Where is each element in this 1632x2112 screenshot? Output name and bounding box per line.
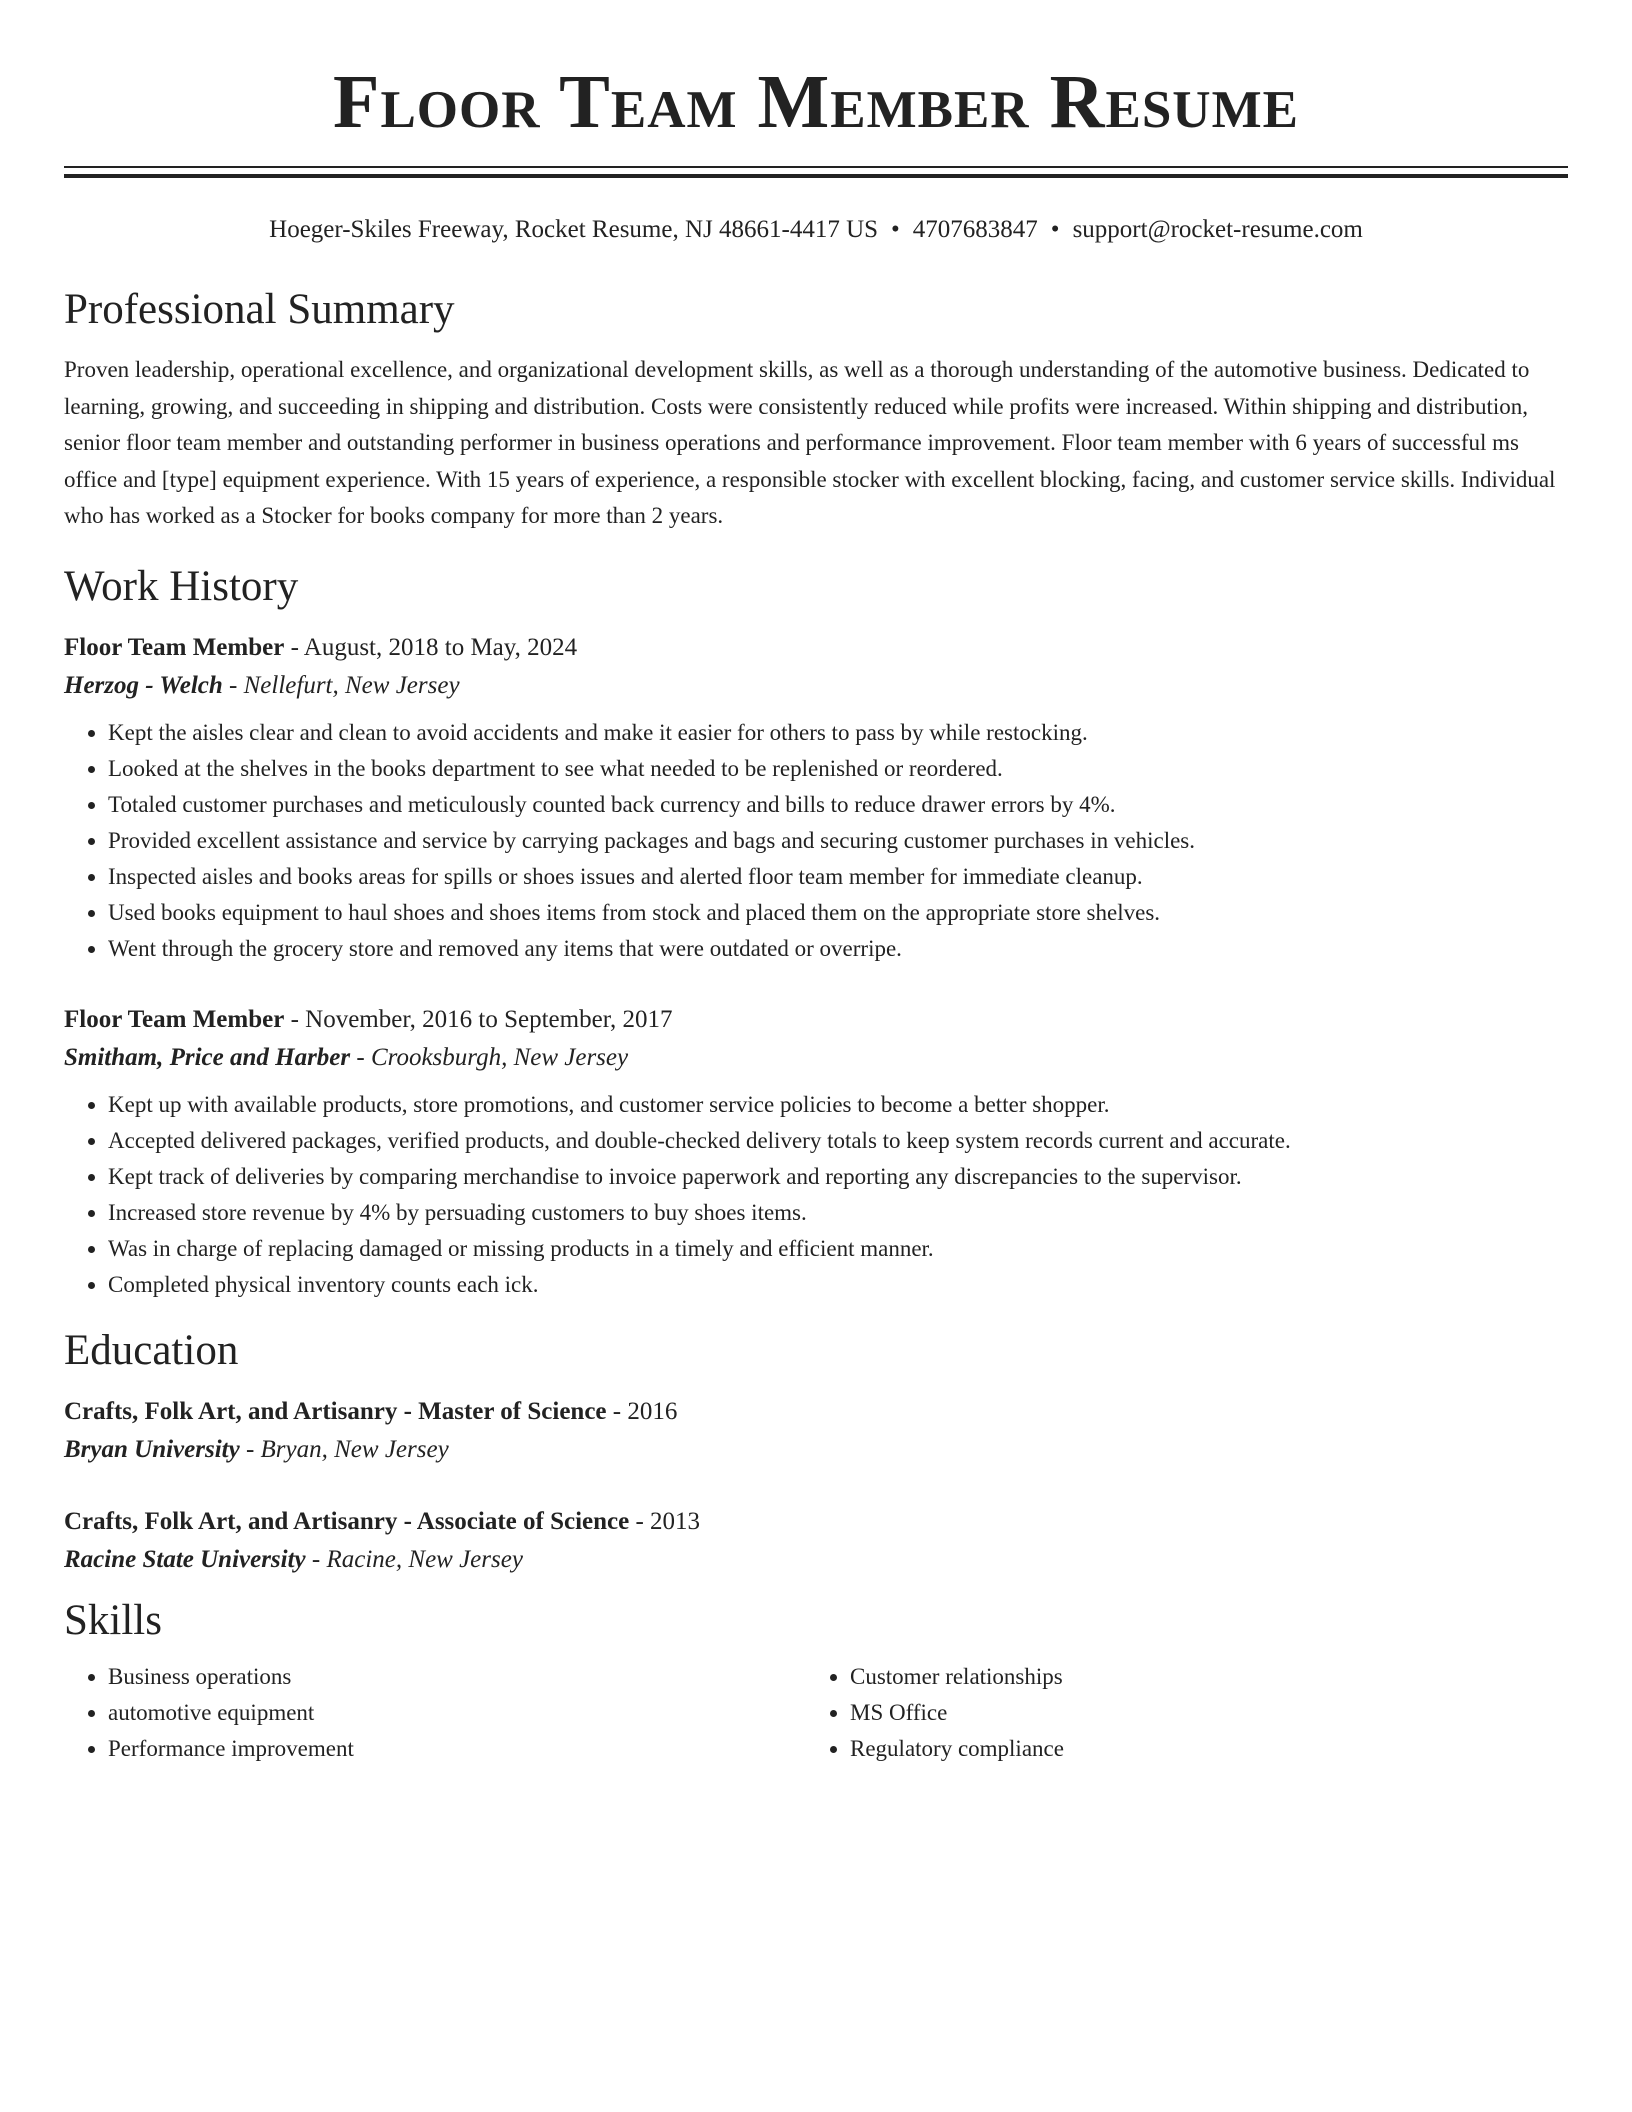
- job-duty: • Kept up with available products, store promotions, and customer service policies to become a better shopper.: [108, 1087, 1568, 1123]
- education-school: Racine State University: [64, 1545, 306, 1573]
- contact-email: support@rocket-resume.com: [1072, 216, 1363, 243]
- job-duty: • Accepted delivered packages, verified products, and double-checked delivery totals to keep system records current and accurate.: [108, 1123, 1568, 1159]
- skill-item: • MS Office: [850, 1695, 1548, 1731]
- job-duty: • Provided excellent assistance and service by carrying packages and bags and securing customer purchases in vehicles.: [108, 823, 1568, 859]
- education-degree: Crafts, Folk Art, and Artisanry - Associate of Science: [64, 1507, 630, 1535]
- education-entry: [64, 1503, 1568, 1579]
- job-company: Smitham, Price and Harber: [64, 1043, 351, 1071]
- job-title: Floor Team Member: [64, 1005, 285, 1033]
- education-year: - 2016: [606, 1397, 678, 1425]
- education-school-line: [64, 1541, 1568, 1579]
- skill-item: • Performance improvement: [108, 1731, 806, 1767]
- contact-phone: 4707683847: [912, 216, 1038, 243]
- title-divider-thin: [64, 166, 1568, 168]
- job-duty: • Used books equipment to haul shoes and shoes items from stock and placed them on the appropriate store shelves.: [108, 895, 1568, 931]
- job-duty: • Inspected aisles and books areas for spills or shoes issues and alerted floor team member for immediate cleanup.: [108, 859, 1568, 895]
- education-heading: Education: [64, 1326, 239, 1374]
- job-duty: • Completed physical inventory counts each ick.: [108, 1267, 1568, 1303]
- skill-item: • Customer relationships: [850, 1659, 1548, 1695]
- summary-heading: Professional Summary: [64, 286, 455, 333]
- education-school-line: [64, 1431, 1568, 1469]
- job-company: Herzog - Welch: [64, 671, 223, 699]
- job-duties-list: [64, 1087, 1568, 1303]
- skills-columns: [64, 1659, 1568, 1767]
- job-employer-line: [64, 667, 1568, 705]
- education-year: - 2013: [629, 1507, 701, 1535]
- job-entry: [64, 1001, 1568, 1303]
- resume-title: Floor Team Member Resume: [333, 60, 1299, 144]
- skill-item: • Regulatory compliance: [850, 1731, 1548, 1767]
- job-dates: - August, 2018 to May, 2024: [284, 633, 578, 661]
- summary-text: Proven leadership, operational excellence, and organizational development skills, as well as a thorough understanding of the automotive business. Dedicated to learning, growing, and succeeding in shipping and distribution. Costs were consistently reduced while profits were increased. Within shipping and distribution, senior floor team member and outstanding performer in business operations and performance improvement. Floor team member with 6 years of successful ms office and [type] equipment experience. With 15 years of experience, a responsible stocker with excellent blocking, facing, and customer service skills. Individual who has worked as a Stocker for books company for more than 2 years.: [64, 357, 1556, 528]
- skills-list-left: [64, 1659, 806, 1767]
- job-employer-line: [64, 1039, 1568, 1077]
- work-history-heading: Work History: [64, 562, 299, 610]
- title-divider-thick: [64, 174, 1568, 178]
- skills-heading: Skills: [64, 1596, 162, 1644]
- education-degree-line: [64, 1503, 1568, 1541]
- job-duty: • Kept the aisles clear and clean to avoid accidents and make it easier for others to pass by while restocking.: [108, 715, 1568, 751]
- skill-item: • Business operations: [108, 1659, 806, 1695]
- skill-item: • automotive equipment: [108, 1695, 806, 1731]
- job-dates: - November, 2016 to September, 2017: [284, 1005, 673, 1033]
- job-location: - Nellefurt, New Jersey: [222, 671, 460, 699]
- education-entry: [64, 1393, 1568, 1469]
- skills-list-right: [806, 1659, 1548, 1767]
- contact-address: Hoeger-Skiles Freeway, Rocket Resume, NJ 48661-4417 US: [269, 216, 879, 243]
- job-header: [64, 629, 1568, 667]
- education-school: Bryan University: [64, 1435, 240, 1463]
- contact-line: [64, 214, 1568, 246]
- education-location: - Bryan, New Jersey: [239, 1435, 449, 1463]
- job-header: [64, 1001, 1568, 1039]
- job-title: Floor Team Member: [64, 633, 285, 661]
- job-duty: • Looked at the shelves in the books department to see what needed to be replenished or reordered.: [108, 751, 1568, 787]
- job-duty: • Kept track of deliveries by comparing merchandise to invoice paperwork and reporting any discrepancies to the supervisor.: [108, 1159, 1568, 1195]
- job-duty: • Was in charge of replacing damaged or missing products in a timely and efficient manner.: [108, 1231, 1568, 1267]
- contact-separator: •: [891, 216, 900, 243]
- job-entry: [64, 629, 1568, 967]
- job-duty: • Increased store revenue by 4% by persuading customers to buy shoes items.: [108, 1195, 1568, 1231]
- job-duty: • Went through the grocery store and removed any items that were outdated or overripe.: [108, 931, 1568, 967]
- contact-separator: •: [1050, 216, 1060, 243]
- job-duties-list: [64, 715, 1568, 967]
- education-degree: Crafts, Folk Art, and Artisanry - Master of Science: [64, 1397, 607, 1425]
- job-location: - Crooksburgh, New Jersey: [350, 1043, 629, 1071]
- education-degree-line: [64, 1393, 1568, 1431]
- job-duty: • Totaled customer purchases and meticulously counted back currency and bills to reduce drawer errors by 4%.: [108, 787, 1568, 823]
- education-location: - Racine, New Jersey: [305, 1545, 523, 1573]
